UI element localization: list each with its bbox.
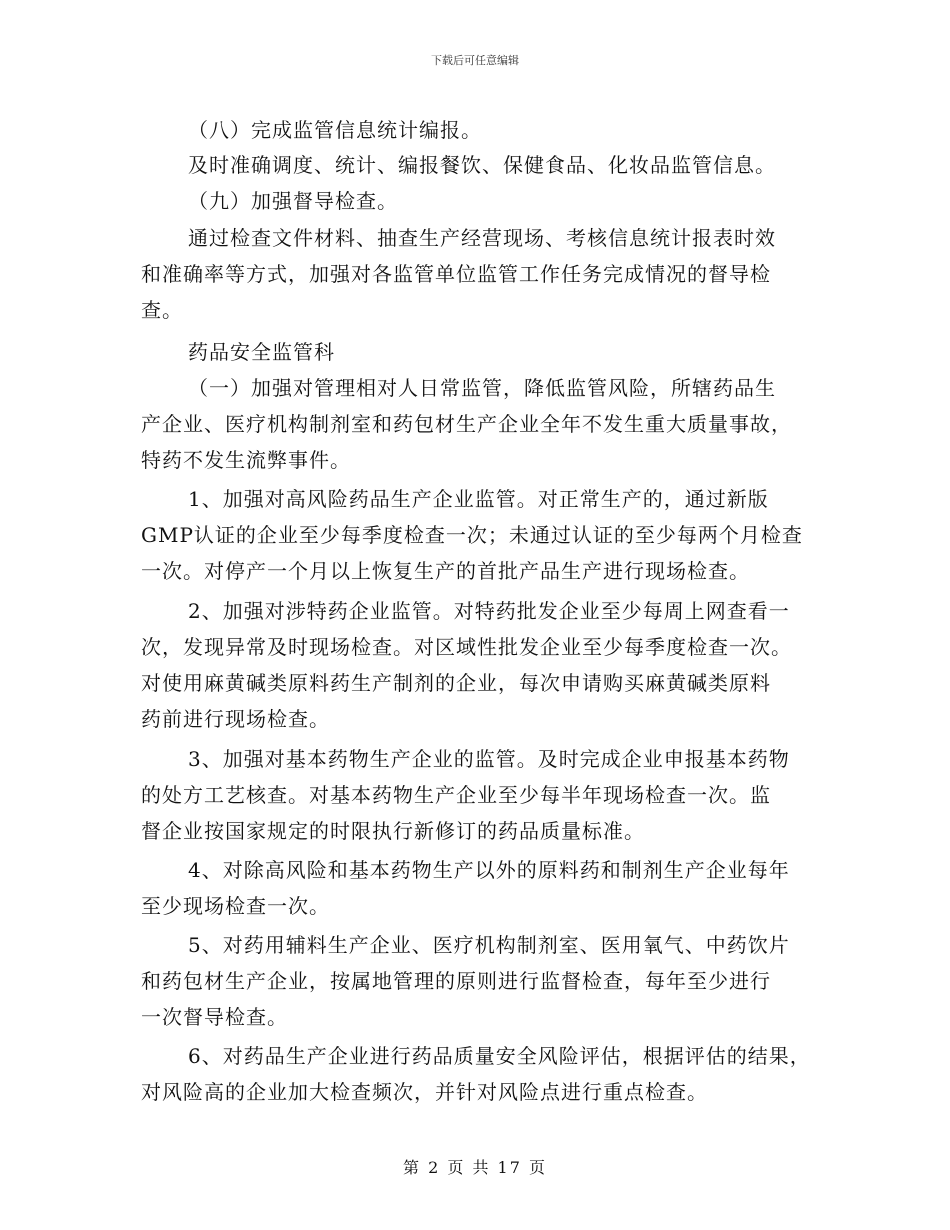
paragraph-line: 药前进行现场检查。: [141, 707, 330, 731]
paragraph-line: （一）加强对管理相对人日常监管，降低监管风险，所辖药品生: [188, 376, 776, 400]
paragraph-line: 和药包材生产企业，按属地管理的原则进行监督检查，每年至少进行: [141, 969, 771, 993]
paragraph-line: 2、加强对涉特药企业监管。对特药批发企业至少每周上网查看一: [188, 599, 790, 623]
paragraph-line: 对风险高的企业加大检查频次，并针对风险点进行重点检查。: [141, 1080, 708, 1104]
paragraph-line: 特药不发生流弊事件。: [141, 448, 351, 472]
paragraph-line: 4、对除高风险和基本药物生产以外的原料药和制剂生产企业每年: [188, 858, 790, 882]
paragraph-line: 3、加强对基本药物生产企业的监管。及时完成企业申报基本药物: [188, 747, 790, 771]
paragraph-line: GMP认证的企业至少每季度检查一次；未通过认证的至少每两个月检查: [141, 523, 803, 547]
paragraph-line: 通过检查文件材料、抽查生产经营现场、考核信息统计报表时效: [188, 226, 776, 250]
paragraph-line: 一次督导检查。: [141, 1005, 288, 1029]
paragraph-line: 6、对药品生产企业进行药品质量安全风险评估，根据评估的结果，: [188, 1044, 811, 1068]
paragraph-line: 对使用麻黄碱类原料药生产制剂的企业，每次申请购买麻黄碱类原料: [141, 671, 771, 695]
paragraph-line: 1、加强对高风险药品生产企业监管。对正常生产的，通过新版: [188, 487, 769, 511]
paragraph-line: 的处方工艺核查。对基本药物生产企业至少每半年现场检查一次。监: [141, 783, 771, 807]
paragraph-line: 5、对药用辅料生产企业、医疗机构制剂室、医用氧气、中药饮片: [188, 933, 790, 957]
paragraph-line: 和准确率等方式，加强对各监管单位监管工作任务完成情况的督导检: [141, 262, 771, 286]
paragraph-line: 次，发现异常及时现场检查。对区域性批发企业至少每季度检查一次。: [141, 635, 792, 659]
paragraph-line: （八）完成监管信息统计编报。: [188, 118, 482, 142]
paragraph-line: 及时准确调度、统计、编报餐饮、保健食品、化妆品监管信息。: [188, 153, 776, 177]
page-footer: 第 2 页 共 17 页: [403, 1158, 547, 1177]
paragraph-line: 至少现场检查一次。: [141, 894, 330, 918]
paragraph-line: 产企业、医疗机构制剂室和药包材生产企业全年不发生重大质量事故，: [141, 412, 792, 436]
page-header: 下载后可任意编辑: [431, 54, 519, 67]
section-title: 药品安全监管科: [188, 340, 335, 364]
paragraph-line: 督企业按国家规定的时限执行新修订的药品质量标准。: [141, 819, 645, 843]
paragraph-line: 一次。对停产一个月以上恢复生产的首批产品生产进行现场检查。: [141, 559, 750, 583]
paragraph-line: （九）加强督导检查。: [188, 189, 398, 213]
paragraph-line: 查。: [141, 298, 183, 322]
